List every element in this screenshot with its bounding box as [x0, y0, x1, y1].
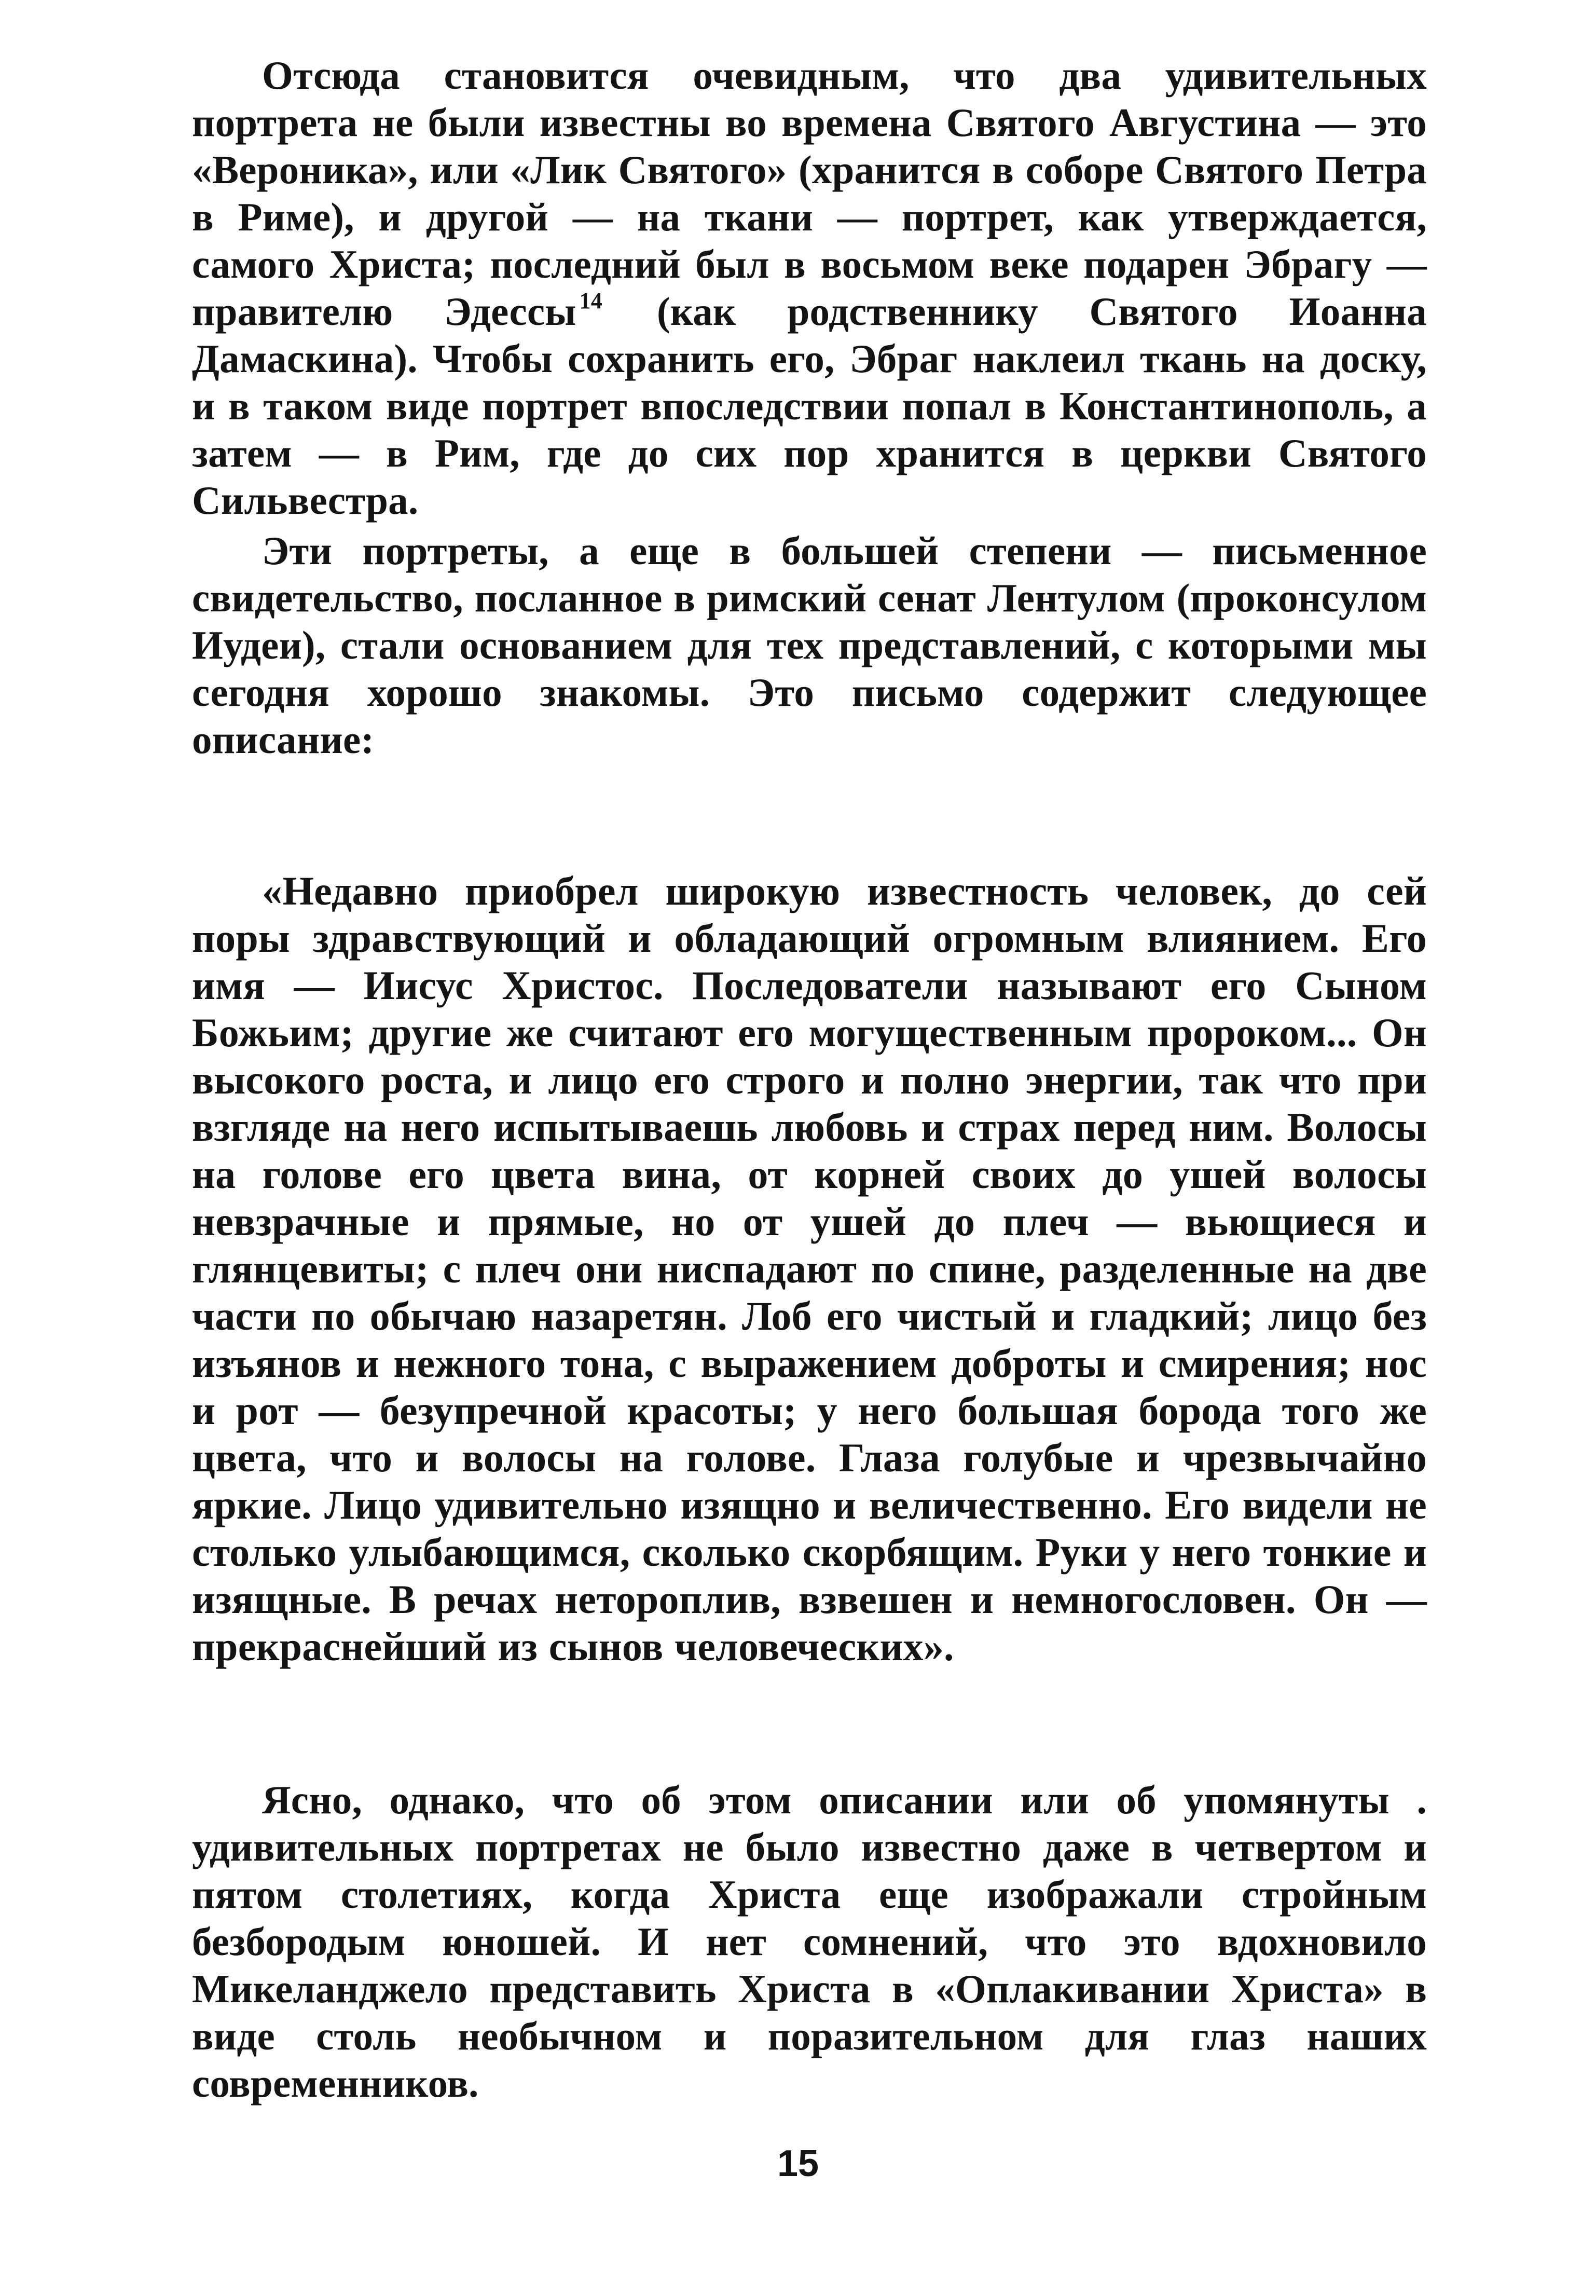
paragraph-text: Отсюда становится очевидным, что два удивительных портрета не были известны во времена Святого Августина — это «Вероника», или «Лик Святого» (хранится в соборе Святого Петра в Риме), и другой — на ткани — портрет, как утверждается, самого Христа; последний был в восьмом веке подарен Эбрагу — правителю Эдессы — [192, 53, 1427, 334]
paragraph-michelangelo: Ясно, однако, что об этом описании или об упомянуты . удивительных портретах не было известно даже в четвертом и пятом столетиях, когда Христа еще изображали стройным безбородым юношей. И нет сомнений, что это вдохновило Микеланджело представить Христа в «Оплакивании Христа» в виде столь необычном и поразительном для глаз наших современников. — [192, 1778, 1427, 2106]
paragraph-lentulus-letter: Эти портреты, а еще в большей степени — письменное свидетельство, посланное в римский сенат Лентулом (проконсулом Иудеи), стали основанием для тех представлений, с которыми мы сегодня хорошо знакомы. Это письмо содержит следующее описание: — [192, 528, 1427, 762]
quoted-description: «Недавно приобрел широкую известность человек, до сей поры здравствующий и обладающий огромным влиянием. Его имя — Иисус Христос. Последователи называют его Сыном Божьим; другие же считают его могущественным пророком... Он высокого роста, и лицо его строго и полно энергии, так что при взгляде на него испытываешь любовь и страх перед ним. Волосы на голове его цвета вина, от корней своих до ушей волосы невзрачные и прямые, но от ушей до плеч — вьющиеся и глянцевиты; с плеч они ниспадают по спине, разделенные на две части по обычаю назаретян. Лоб его чистый и гладкий; лицо без изъянов и нежного тона, с выражением доброты и смирения; нос и рот — безупречной красоты; у него большая борода того же цвета, что и волосы на голове. Глаза голубые и чрезвычайно яркие. Лицо удивительно изящно и величественно. Его видели не столько улыбающимся, сколько скорбящим. Руки у него тонкие и изящные. В речах нетороплив, взвешен и немногословен. Он — прекраснейший из сынов человеческих». — [192, 868, 1427, 1669]
page-body — [192, 52, 1427, 2107]
paragraph-text: (как родственнику Святого Иоанна Дамаскина). Чтобы сохранить его, Эбраг наклеил ткань на доску, и в таком виде портрет впоследствии попал в Константинополь, а затем — в Рим, где до сих пор хранится в церкви Святого Сильвестра. — [192, 289, 1427, 523]
paragraph-augustine-portraits — [192, 52, 1427, 524]
page-number: 15 — [777, 2143, 819, 2184]
footnote-marker: 14 — [579, 288, 602, 313]
